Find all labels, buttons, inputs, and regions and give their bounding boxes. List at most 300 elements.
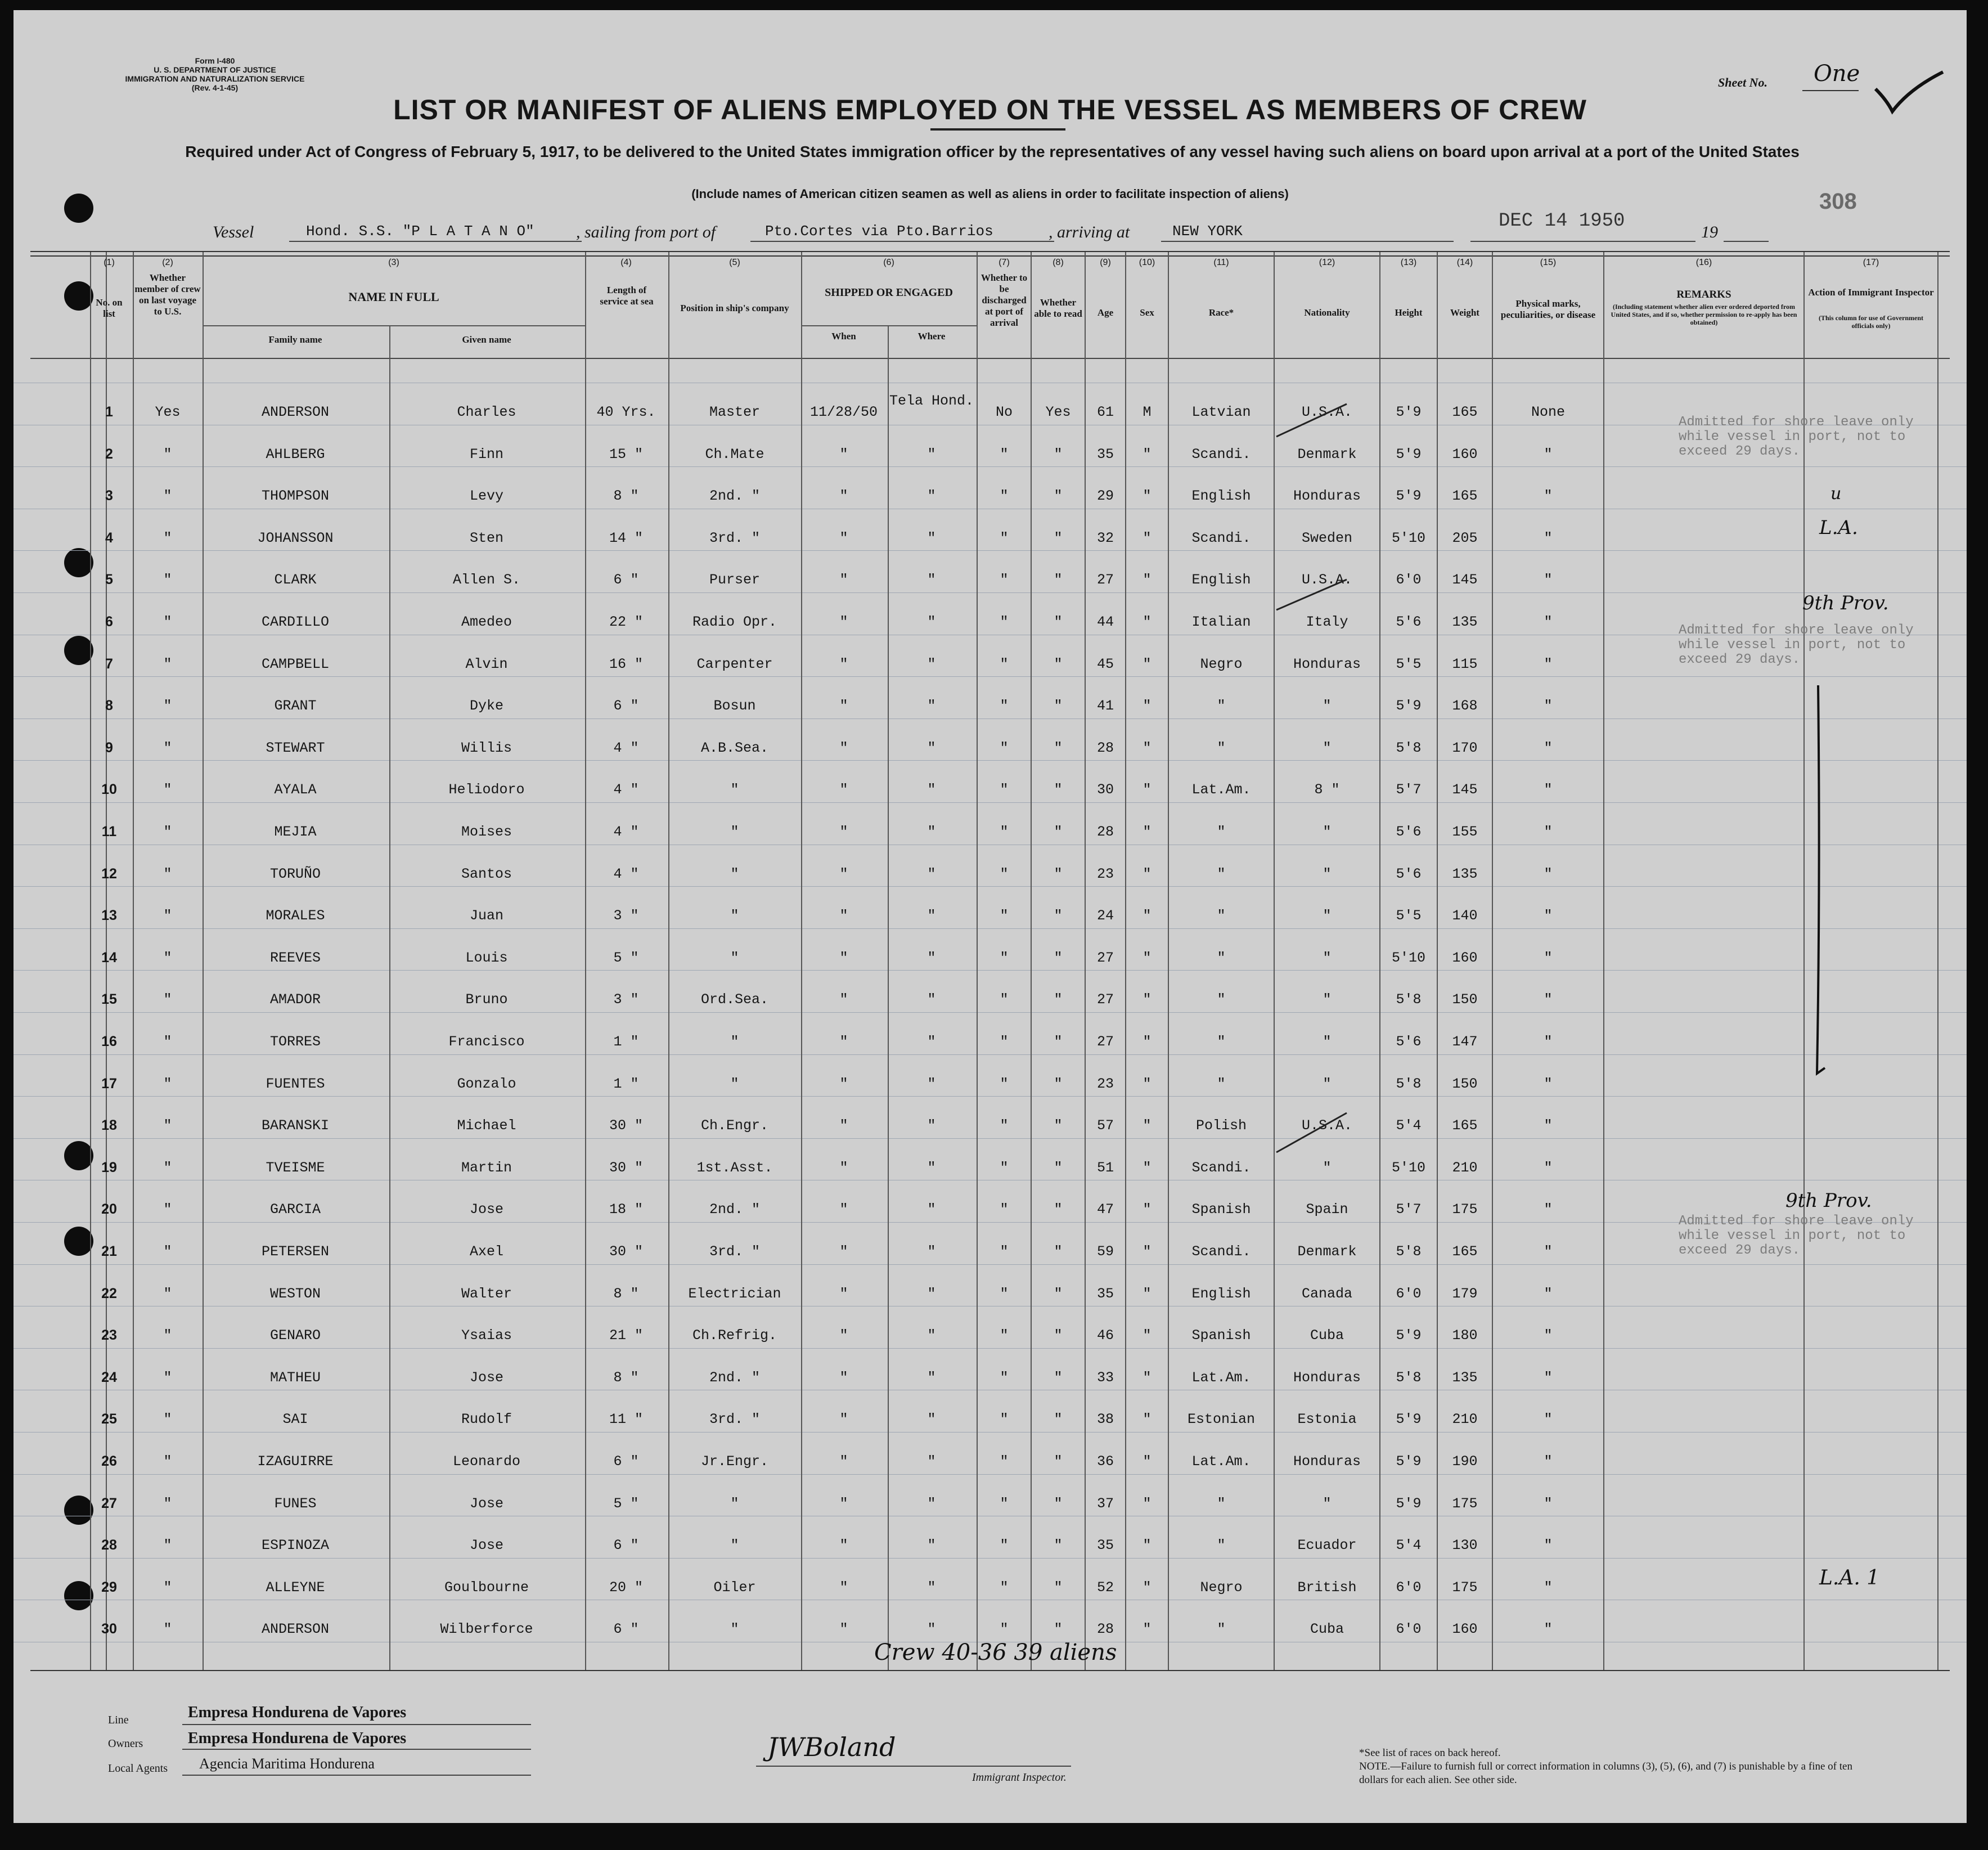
row-number: 18 — [101, 1117, 117, 1134]
cell-physical-marks: " — [1544, 949, 1553, 966]
cell-race: Negro — [1200, 655, 1243, 672]
cell-age: 35 — [1096, 446, 1114, 462]
cell-discharged: " — [1000, 446, 1009, 462]
cell-weight: 160 — [1452, 1621, 1478, 1638]
cell-age: 47 — [1096, 1201, 1114, 1218]
cell-discharged: " — [1000, 1495, 1009, 1512]
cell-race: " — [1217, 865, 1226, 882]
cell-able-to-read: " — [1054, 655, 1063, 672]
cell-sex: " — [1143, 1075, 1152, 1092]
cell-able-to-read: " — [1054, 698, 1063, 715]
cell-able-to-read: " — [1054, 1117, 1063, 1134]
cell-able-to-read: " — [1054, 488, 1063, 505]
cell-service-length: 18 " — [609, 1201, 643, 1218]
punch-hole-icon — [64, 636, 93, 665]
cell-given-name: Charles — [457, 404, 516, 420]
cell-race: " — [1217, 1075, 1226, 1092]
cell-discharged: No — [995, 404, 1013, 420]
strike-mark-icon — [1274, 398, 1352, 443]
cell-position: 2nd. " — [709, 1369, 760, 1386]
row-number: 23 — [101, 1327, 117, 1344]
cell-weight: 130 — [1452, 1537, 1478, 1554]
cell-race: Scandi. — [1191, 446, 1251, 462]
cell-when: " — [839, 1579, 848, 1596]
col-num-6: (6) — [883, 258, 894, 267]
cell-when: " — [839, 1285, 848, 1302]
ruled-line — [14, 1096, 1967, 1097]
cell-family-name: GENARO — [269, 1327, 321, 1344]
row-number: 19 — [101, 1159, 117, 1175]
cell-age: 29 — [1096, 488, 1114, 505]
cell-height: 5'8 — [1396, 739, 1422, 756]
sailing-label: , sailing from port of — [576, 223, 716, 241]
cell-family-name: AMADOR — [269, 991, 321, 1008]
cell-race: Spanish — [1191, 1327, 1251, 1344]
form-department: U. S. DEPARTMENT OF JUSTICE — [154, 65, 276, 74]
bracket-line-icon — [1808, 680, 1830, 1090]
header-divider — [203, 325, 585, 326]
cell-given-name: Axel — [469, 1243, 503, 1260]
cell-position: Purser — [709, 572, 760, 589]
cell-last-voyage: " — [163, 1579, 172, 1596]
cell-service-length: 4 " — [613, 739, 639, 756]
ruled-line — [14, 1138, 1967, 1139]
cell-discharged: " — [1000, 991, 1009, 1008]
cell-last-voyage: " — [163, 991, 172, 1008]
cell-when: " — [839, 949, 848, 966]
cell-able-to-read: " — [1054, 1453, 1063, 1470]
cell-family-name: MEJIA — [274, 824, 317, 840]
cell-able-to-read: " — [1054, 1495, 1063, 1512]
cell-where: " — [927, 1075, 936, 1092]
cell-weight: 140 — [1452, 908, 1478, 924]
cell-position: 3rd. " — [709, 1243, 760, 1260]
cell-discharged: " — [1000, 908, 1009, 924]
cell-service-length: 15 " — [609, 446, 643, 462]
col-num-10: (10) — [1139, 258, 1155, 267]
cell-race: English — [1191, 488, 1251, 505]
col-head-where: Where — [917, 331, 946, 342]
cell-where: " — [927, 1411, 936, 1428]
cell-given-name: Jose — [469, 1537, 503, 1554]
cell-weight: 165 — [1452, 488, 1478, 505]
cell-able-to-read: " — [1054, 1075, 1063, 1092]
signature-underline — [756, 1766, 1071, 1767]
cell-when: 11/28/50 — [809, 404, 878, 420]
cell-discharged: " — [1000, 655, 1009, 672]
cell-physical-marks: " — [1544, 655, 1553, 672]
cell-age: 27 — [1096, 991, 1114, 1008]
cell-when: " — [839, 739, 848, 756]
cell-discharged: " — [1000, 1621, 1009, 1638]
cell-physical-marks: " — [1544, 614, 1553, 630]
cell-nationality: U.S.A. — [1301, 404, 1352, 420]
cell-race: " — [1217, 991, 1226, 1008]
cell-nationality: U.S.A. — [1301, 1117, 1352, 1134]
cell-family-name: TORUÑO — [269, 865, 321, 882]
row-number: 29 — [101, 1579, 117, 1595]
cell-service-length: 6 " — [613, 1453, 639, 1470]
cell-position: " — [730, 824, 739, 840]
cell-age: 38 — [1096, 1411, 1114, 1428]
cell-height: 5'5 — [1396, 908, 1422, 924]
cell-weight: 145 — [1452, 572, 1478, 589]
cell-physical-marks: " — [1544, 1159, 1553, 1176]
cell-nationality: " — [1323, 1034, 1332, 1050]
cell-discharged: " — [1000, 949, 1009, 966]
cell-when: " — [839, 1369, 848, 1386]
cell-given-name: Ysaias — [461, 1327, 512, 1344]
cell-family-name: ESPINOZA — [261, 1537, 330, 1554]
cell-family-name: THOMPSON — [261, 488, 330, 505]
cell-race: " — [1217, 908, 1226, 924]
row-number: 24 — [101, 1369, 117, 1385]
cell-discharged: " — [1000, 1369, 1009, 1386]
col-num-16: (16) — [1695, 258, 1712, 267]
cell-able-to-read: " — [1054, 824, 1063, 840]
col-head-position: Position in ship's company — [680, 303, 789, 313]
cell-able-to-read: " — [1054, 1034, 1063, 1050]
cell-position: Oiler — [713, 1579, 756, 1596]
col-head-nationality: Nationality — [1304, 307, 1350, 318]
cell-weight: 175 — [1452, 1579, 1478, 1596]
cell-discharged: " — [1000, 572, 1009, 589]
cell-nationality: Cuba — [1310, 1621, 1344, 1638]
table-top-border — [30, 251, 1950, 252]
cell-position: " — [730, 1034, 739, 1050]
col-head-length: Length of service at sea — [600, 285, 654, 307]
cell-weight: 135 — [1452, 614, 1478, 630]
ruled-line — [14, 1558, 1967, 1559]
cell-sex: " — [1143, 529, 1152, 546]
cell-physical-marks: None — [1531, 404, 1565, 420]
cell-discharged: " — [1000, 1579, 1009, 1596]
cell-discharged: " — [1000, 1201, 1009, 1218]
cell-last-voyage: " — [163, 1537, 172, 1554]
cell-when: " — [839, 698, 848, 715]
cell-service-length: 11 " — [609, 1411, 643, 1428]
cell-able-to-read: " — [1054, 1243, 1063, 1260]
inspector-label: Immigrant Inspector. — [972, 1771, 1067, 1784]
cell-where: " — [927, 446, 936, 462]
cell-family-name: ANDERSON — [261, 1621, 330, 1638]
cell-discharged: " — [1000, 824, 1009, 840]
cell-sex: " — [1143, 1495, 1152, 1512]
cell-where: " — [927, 991, 936, 1008]
col-num-2: (2) — [162, 258, 173, 267]
cell-last-voyage: " — [163, 488, 172, 505]
cell-nationality: Honduras — [1293, 488, 1361, 505]
cell-physical-marks: " — [1544, 698, 1553, 715]
cell-weight: 160 — [1452, 446, 1478, 462]
cell-discharged: " — [1000, 529, 1009, 546]
cell-physical-marks: " — [1544, 1327, 1553, 1344]
col-head-action-note: (This column for use of Government officials only) — [1818, 314, 1924, 330]
col-num-13: (13) — [1400, 258, 1417, 267]
cell-family-name: SAI — [282, 1411, 308, 1428]
cell-height: 5'10 — [1391, 1159, 1425, 1176]
col-head-member: Whether member of crew on last voyage to U.S. — [134, 272, 201, 317]
col-num-3: (3) — [388, 258, 399, 267]
col-head-race: Race* — [1208, 307, 1234, 318]
cell-age: 27 — [1096, 1034, 1114, 1050]
cell-sex: " — [1143, 1537, 1152, 1554]
cell-given-name: Francisco — [448, 1034, 525, 1050]
cell-position: Radio Opr. — [692, 614, 777, 630]
cell-last-voyage: " — [163, 1411, 172, 1428]
cell-nationality: " — [1323, 1075, 1332, 1092]
cell-race: English — [1191, 1285, 1251, 1302]
col-head-name: NAME IN FULL — [348, 290, 439, 304]
cell-height: 5'6 — [1396, 614, 1422, 630]
cell-discharged: " — [1000, 1411, 1009, 1428]
cell-able-to-read: " — [1054, 1579, 1063, 1596]
cell-service-length: 30 " — [609, 1159, 643, 1176]
cell-age: 41 — [1096, 698, 1114, 715]
cell-service-length: 30 " — [609, 1243, 643, 1260]
cell-nationality: Canada — [1301, 1285, 1352, 1302]
cell-position: 2nd. " — [709, 1201, 760, 1218]
cell-age: 32 — [1096, 529, 1114, 546]
cell-height: 5'9 — [1396, 698, 1422, 715]
cell-when: " — [839, 991, 848, 1008]
cell-nationality: Honduras — [1293, 1453, 1361, 1470]
cell-weight: 190 — [1452, 1453, 1478, 1470]
cell-sex: " — [1143, 1243, 1152, 1260]
cell-when: " — [839, 1243, 848, 1260]
cell-last-voyage: " — [163, 572, 172, 589]
cell-position: A.B.Sea. — [700, 739, 769, 756]
row-number: 27 — [101, 1495, 117, 1511]
cell-height: 5'7 — [1396, 782, 1422, 798]
cell-weight: 135 — [1452, 865, 1478, 882]
cell-when: " — [839, 1621, 848, 1638]
cell-when: " — [839, 1327, 848, 1344]
cell-position: 2nd. " — [709, 488, 760, 505]
cell-position: Bosun — [713, 698, 756, 715]
cell-service-length: 4 " — [613, 782, 639, 798]
cell-physical-marks: " — [1544, 1034, 1553, 1050]
cell-able-to-read: " — [1054, 991, 1063, 1008]
col-head-remarks-note: (Including statement whether alien ever ordered deported from United States, and if so, whether permission to re-apply has been obtained) — [1611, 303, 1797, 326]
cell-discharged: " — [1000, 1243, 1009, 1260]
cell-discharged: " — [1000, 1034, 1009, 1050]
cell-race: Scandi. — [1191, 1159, 1251, 1176]
col-head-action: Action of Immigrant Inspector — [1808, 287, 1934, 298]
hand-note-row29: L.A. 1 — [1819, 1566, 1880, 1589]
cell-age: 28 — [1096, 739, 1114, 756]
cell-age: 27 — [1096, 949, 1114, 966]
cell-physical-marks: " — [1544, 446, 1553, 462]
cell-where: " — [927, 529, 936, 546]
column-line — [1603, 252, 1604, 1670]
sheet-number-value: One — [1814, 61, 1860, 87]
cell-sex: " — [1143, 655, 1152, 672]
col-num-1: (1) — [104, 258, 115, 267]
cell-sex: " — [1143, 739, 1152, 756]
cell-sex: " — [1143, 1327, 1152, 1344]
cell-last-voyage: " — [163, 1075, 172, 1092]
cell-last-voyage: " — [163, 529, 172, 546]
cell-weight: 175 — [1452, 1201, 1478, 1218]
cell-physical-marks: " — [1544, 1621, 1553, 1638]
cell-weight: 150 — [1452, 991, 1478, 1008]
cell-service-length: 5 " — [613, 949, 639, 966]
cell-family-name: GRANT — [274, 698, 317, 715]
cell-nationality: " — [1323, 1495, 1332, 1512]
col-head-family: Family name — [268, 334, 322, 345]
line-label: Line — [108, 1714, 129, 1726]
cell-last-voyage: " — [163, 1453, 172, 1470]
agents-underline — [182, 1775, 531, 1776]
row-number: 7 — [105, 655, 113, 672]
cell-where: " — [927, 908, 936, 924]
cell-service-length: 4 " — [613, 824, 639, 840]
cell-given-name: Jose — [469, 1201, 503, 1218]
cell-where: " — [927, 1159, 936, 1176]
cell-position: Jr.Engr. — [700, 1453, 769, 1470]
cell-nationality: Sweden — [1301, 529, 1352, 546]
cell-family-name: PETERSEN — [261, 1243, 330, 1260]
cell-when: " — [839, 1201, 848, 1218]
cell-age: 27 — [1096, 572, 1114, 589]
cell-sex: " — [1143, 824, 1152, 840]
cell-service-length: 40 Yrs. — [596, 404, 656, 420]
cell-discharged: " — [1000, 1117, 1009, 1134]
cell-able-to-read: " — [1054, 1159, 1063, 1176]
cell-given-name: Moises — [461, 824, 512, 840]
ruled-line — [14, 970, 1967, 971]
cell-where: " — [927, 1495, 936, 1512]
cell-able-to-read: " — [1054, 1327, 1063, 1344]
cell-position: Master — [709, 404, 760, 420]
ruled-line — [14, 928, 1967, 929]
cell-race: Spanish — [1191, 1201, 1251, 1218]
cell-position: Ch.Engr. — [700, 1117, 769, 1134]
cell-nationality: Ecuador — [1297, 1537, 1357, 1554]
cell-position: " — [730, 949, 739, 966]
cell-service-length: 20 " — [609, 1579, 643, 1596]
row-number: 25 — [101, 1411, 117, 1427]
cell-able-to-read: " — [1054, 446, 1063, 462]
cell-where: " — [927, 782, 936, 798]
cell-physical-marks: " — [1544, 739, 1553, 756]
cell-weight: 210 — [1452, 1411, 1478, 1428]
cell-position: " — [730, 782, 739, 798]
ruled-line — [14, 1264, 1967, 1265]
cell-physical-marks: " — [1544, 1243, 1553, 1260]
cell-where: " — [927, 1621, 936, 1638]
cell-service-length: 14 " — [609, 529, 643, 546]
ruled-line — [14, 802, 1967, 803]
cell-position: Ch.Refrig. — [692, 1327, 777, 1344]
cell-able-to-read: " — [1054, 908, 1063, 924]
cell-family-name: CLARK — [274, 572, 317, 589]
cell-last-voyage: " — [163, 949, 172, 966]
cell-service-length: 8 " — [613, 1369, 639, 1386]
cell-nationality: Estonia — [1297, 1411, 1357, 1428]
cell-height: 5'9 — [1396, 446, 1422, 462]
cell-height: 5'6 — [1396, 1034, 1422, 1050]
cell-nationality: Honduras — [1293, 1369, 1361, 1386]
cell-able-to-read: " — [1054, 1369, 1063, 1386]
cell-height: 5'5 — [1396, 655, 1422, 672]
cell-sex: " — [1143, 1453, 1152, 1470]
cell-physical-marks: " — [1544, 1453, 1553, 1470]
cell-race: " — [1217, 1495, 1226, 1512]
row-number: 1 — [105, 404, 113, 420]
ruled-line — [14, 550, 1967, 551]
cell-last-voyage: " — [163, 1159, 172, 1176]
row-number: 8 — [105, 698, 113, 714]
cell-service-length: 16 " — [609, 655, 643, 672]
cell-position: 1st.Asst. — [696, 1159, 773, 1176]
cell-height: 6'0 — [1396, 1579, 1422, 1596]
cell-family-name: TVEISME — [266, 1159, 325, 1176]
col-num-8: (8) — [1053, 258, 1064, 267]
cell-age: 57 — [1096, 1117, 1114, 1134]
cell-able-to-read: " — [1054, 865, 1063, 882]
cell-family-name: ANDERSON — [261, 404, 330, 420]
cell-given-name: Sten — [469, 529, 503, 546]
punch-hole-icon — [64, 1581, 93, 1610]
cell-family-name: JOHANSSON — [257, 529, 334, 546]
agents-value: Agencia Maritima Hondurena — [199, 1755, 375, 1772]
cell-position: " — [730, 1495, 739, 1512]
cell-family-name: IZAGUIRRE — [257, 1453, 334, 1470]
cell-position: Ord.Sea. — [700, 991, 769, 1008]
cell-sex: " — [1143, 1117, 1152, 1134]
cell-last-voyage: " — [163, 865, 172, 882]
cell-sex: " — [1143, 1369, 1152, 1386]
cell-height: 5'6 — [1396, 865, 1422, 882]
cell-when: " — [839, 782, 848, 798]
cell-discharged: " — [1000, 739, 1009, 756]
arriving-label: , arriving at — [1049, 223, 1130, 241]
cell-sex: " — [1143, 991, 1152, 1008]
cell-height: 5'10 — [1391, 529, 1425, 546]
cell-last-voyage: " — [163, 446, 172, 462]
cell-where: " — [927, 698, 936, 715]
col-head-shipped: SHIPPED OR ENGAGED — [825, 286, 953, 299]
punch-hole-icon — [64, 1496, 93, 1525]
header-bottom-border — [30, 358, 1950, 359]
cell-nationality: " — [1323, 991, 1332, 1008]
cell-when: " — [839, 655, 848, 672]
cell-given-name: Jose — [469, 1369, 503, 1386]
cell-sex: " — [1143, 1034, 1152, 1050]
cell-family-name: STEWART — [266, 739, 325, 756]
row-number: 21 — [101, 1243, 117, 1259]
penalty-footnote: NOTE.—Failure to furnish full or correct information in columns (3), (5), (6), and (7) is punishable by a fine of ten dollars for each alien. See other side. — [1359, 1761, 1852, 1786]
cell-service-length: 3 " — [613, 908, 639, 924]
cell-able-to-read: " — [1054, 949, 1063, 966]
hand-note-row4: L.A. — [1819, 517, 1858, 539]
cell-age: 35 — [1096, 1285, 1114, 1302]
cell-where: " — [927, 1369, 936, 1386]
cell-discharged: " — [1000, 1453, 1009, 1470]
strike-mark-icon — [1274, 573, 1352, 618]
cell-race: " — [1217, 1621, 1226, 1638]
cell-nationality: " — [1323, 949, 1332, 966]
cell-nationality: " — [1323, 739, 1332, 756]
cell-physical-marks: " — [1544, 1075, 1553, 1092]
agents-label: Local Agents — [108, 1762, 168, 1775]
cell-physical-marks: " — [1544, 529, 1553, 546]
col-num-4: (4) — [620, 258, 632, 267]
cell-weight: 145 — [1452, 782, 1478, 798]
cell-height: 5'8 — [1396, 1075, 1422, 1092]
